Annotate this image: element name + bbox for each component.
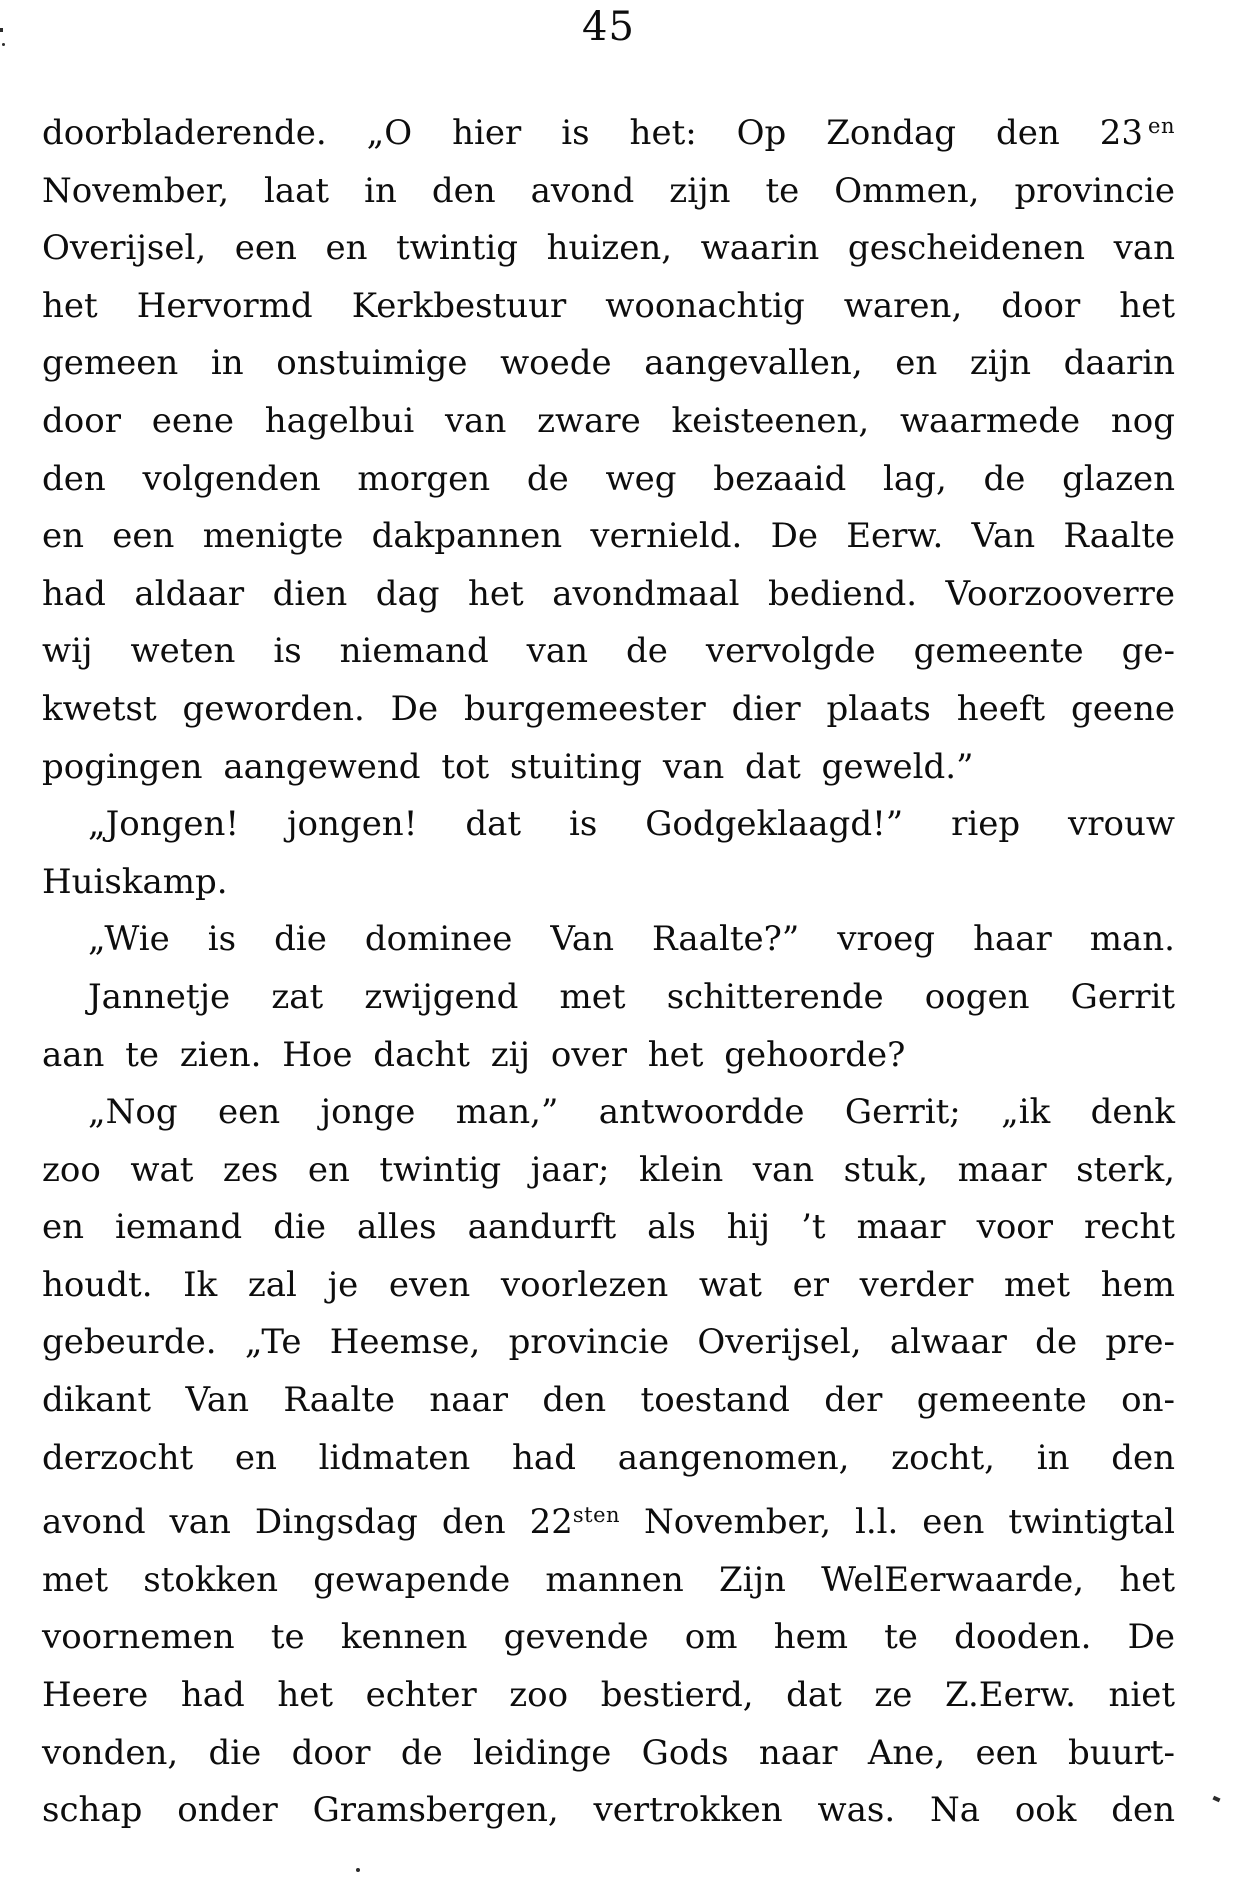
paragraph xyxy=(42,911,1175,969)
line-text: Huiskamp. xyxy=(42,861,228,902)
line-text: schap onder Gramsbergen, vertrokken was. Na ook den xyxy=(42,1790,1175,1831)
line-text: en iemand die alles aandurft als hij ’t maar voor recht xyxy=(42,1207,1175,1248)
line-text: November, laat in den avond zijn te Ommen, provincie xyxy=(42,170,1175,211)
line-text: „Jongen! jongen! dat is Godgeklaagd!” riep vrouw xyxy=(88,804,1175,845)
text-line xyxy=(42,1314,1175,1372)
scan-speck xyxy=(0,28,3,32)
text-line xyxy=(42,1372,1175,1430)
text-line xyxy=(42,335,1175,393)
line-text: had aldaar dien dag het avondmaal bediend. Voorzooverre xyxy=(42,573,1175,614)
line-text: „Nog een jonge man,” antwoordde Gerrit; „ik denk xyxy=(88,1092,1175,1133)
text-line xyxy=(42,1552,1175,1610)
text-line xyxy=(42,1487,1175,1552)
line-text: door eene hagelbui van zware keisteenen, waarmede nog xyxy=(42,400,1175,441)
text-line xyxy=(42,1609,1175,1667)
text-line xyxy=(42,1027,1175,1085)
text-line xyxy=(42,451,1175,509)
page-number: 45 xyxy=(582,4,635,50)
text-line xyxy=(42,623,1175,681)
line-text: met stokken gewapende mannen Zijn WelEerwaarde, het xyxy=(42,1559,1175,1600)
scan-speck xyxy=(356,1868,360,1872)
text-line xyxy=(42,681,1175,739)
line-text: pogingen aangewend tot stuiting van dat geweld.” xyxy=(42,746,974,787)
line-text: dikant Van Raalte naar den toestand der gemeente on- xyxy=(42,1380,1175,1421)
text-line xyxy=(42,1142,1175,1200)
text-line xyxy=(42,163,1175,221)
line-text: Overijsel, een en twintig huizen, waarin gescheidenen van xyxy=(42,228,1175,269)
paragraph xyxy=(42,1084,1175,1840)
text-line xyxy=(42,220,1175,278)
text-line xyxy=(42,796,1175,854)
text-line xyxy=(42,1430,1175,1488)
scan-speck xyxy=(2,43,5,46)
paragraph xyxy=(42,98,1175,796)
line-text: gebeurde. „Te Heemse, provincie Overijsel, alwaar de pre- xyxy=(42,1322,1175,1363)
paragraph xyxy=(42,796,1175,911)
line-text: avond van Dingsdag den 22 xyxy=(42,1502,573,1543)
line-text: gemeen in onstuimige woede aangevallen, en zijn daarin xyxy=(42,343,1175,384)
line-text: kwetst geworden. De burgemeester dier plaats heeft geene xyxy=(42,688,1175,729)
line-text: houdt. Ik zal je even voorlezen wat er verder met hem xyxy=(42,1264,1175,1305)
text-line xyxy=(42,911,1175,969)
line-text: doorbladerende. „O hier is het: Op Zondag den 23 xyxy=(42,113,1144,153)
text-line xyxy=(42,98,1175,163)
text-line xyxy=(42,1782,1175,1840)
text-line xyxy=(42,566,1175,624)
text-line xyxy=(42,1667,1175,1725)
paragraph xyxy=(42,969,1175,1084)
text-line xyxy=(42,854,1175,912)
text-line xyxy=(42,1257,1175,1315)
line-text: November, l.l. een twintigtal xyxy=(620,1502,1175,1543)
line-text: derzocht en lidmaten had aangenomen, zocht, in den xyxy=(42,1437,1175,1478)
superscript: sten xyxy=(572,1503,621,1528)
text-line xyxy=(42,1725,1175,1783)
text-line xyxy=(42,508,1175,566)
line-text: wij weten is niemand van de vervolgde gemeente ge- xyxy=(42,631,1175,672)
text-block xyxy=(42,98,1175,1840)
line-text: vonden, die door de leidinge Gods naar Ane, een buurt- xyxy=(42,1732,1175,1773)
line-text: den volgenden morgen de weg bezaaid lag, de glazen xyxy=(42,458,1175,499)
line-text: zoo wat zes en twintig jaar; klein van stuk, maar sterk, xyxy=(42,1149,1175,1190)
text-line xyxy=(42,969,1175,1027)
line-text: het Hervormd Kerkbestuur woonachtig waren, door het xyxy=(42,285,1175,326)
text-line xyxy=(42,739,1175,797)
line-text: en een menigte dakpannen vernield. De Eerw. Van Raalte xyxy=(42,516,1175,557)
line-text: aan te zien. Hoe dacht zij over het gehoorde? xyxy=(42,1034,906,1075)
line-text: voornemen te kennen gevende om hem te dooden. De xyxy=(42,1617,1175,1658)
text-line xyxy=(42,1199,1175,1257)
superscript: en xyxy=(1148,114,1175,138)
text-line xyxy=(42,393,1175,451)
text-line xyxy=(42,278,1175,336)
line-text: „Wie is die dominee Van Raalte?” vroeg haar man. xyxy=(88,919,1175,960)
scan-speck xyxy=(1212,1796,1220,1803)
line-text: Jannetje zat zwijgend met schitterende oogen Gerrit xyxy=(88,976,1175,1017)
text-line xyxy=(42,1084,1175,1142)
line-text: Heere had het echter zoo bestierd, dat ze Z.Eerw. niet xyxy=(42,1675,1175,1716)
